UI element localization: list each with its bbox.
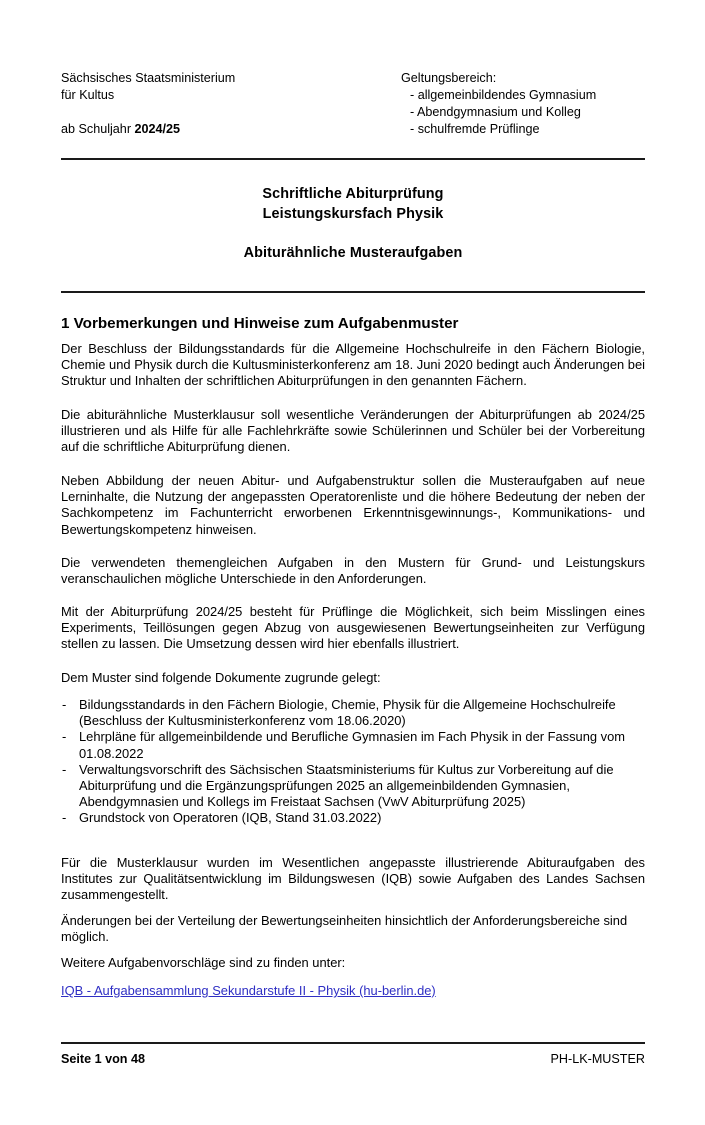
iqb-task-collection-link[interactable]: IQB - Aufgabensammlung Sekundarstufe II - Physik (hu-berlin.de)	[61, 983, 436, 998]
page-number: Seite 1 von 48	[61, 1052, 145, 1066]
list-dash: -	[62, 761, 67, 777]
document-code: PH-LK-MUSTER	[550, 1052, 645, 1066]
paragraph: Weitere Aufgabenvorschläge sind zu finden unter:	[61, 955, 346, 970]
document-title-block	[61, 184, 645, 263]
list-item-text: Bildungsstandards in den Fächern Biologie, Chemie, Physik für die Allgemeine Hochschulreife (Beschluss der Kultusministerkonferenz vom 18.06.2020)	[79, 697, 616, 729]
school-year	[61, 121, 401, 138]
list-dash: -	[62, 810, 67, 826]
list-item-text: Grundstock von Operatoren (IQB, Stand 31.03.2022)	[79, 810, 382, 826]
paragraph: Neben Abbildung der neuen Abitur- und Aufgabenstruktur sollen die Musteraufgaben auf neue Lerninhalte, die Nutzung der angepassten Operatorenliste und die höhere Bedeutung der neben der Sachkompetenz im Fachunterricht erworbenen Erkenntnisgewinnungs-, Kommunikations- und Bewertungskompetenz hinweisen.	[61, 473, 645, 537]
list-item	[61, 697, 645, 729]
school-year-prefix: ab Schuljahr	[61, 122, 135, 136]
header-spacer	[61, 104, 401, 121]
document-footer	[61, 1051, 645, 1067]
list-item	[61, 762, 645, 811]
list-item-text: Verwaltungsvorschrift des Sächsischen Staatsministeriums für Kultus zur Vorbereitung auf die Abiturprüfung und die Ergänzungsprüfungen 2025 an allgemeinbildenden Gymnasien, Abendgymnasien und Kollegs im Freistaat Sachsen (VwV Abiturprüfung 2025)	[79, 761, 614, 810]
document-reference-list	[61, 697, 645, 827]
paragraph: Der Beschluss der Bildungsstandards für die Allgemeine Hochschulreife in den Fächern Biologie, Chemie und Physik durch die Kultusministerkonferenz am 18. Juni 2020 bedingt auch Änderungen bei Struktur und Inhalten der schriftlichen Abiturprüfungen in den genannten Fächern.	[61, 341, 645, 389]
title-divider	[61, 291, 645, 293]
list-dash: -	[62, 697, 67, 712]
paragraph-list-intro: Dem Muster sind folgende Dokumente zugrunde gelegt:	[61, 670, 381, 685]
header-divider	[61, 158, 645, 160]
paragraph: Die verwendeten themengleichen Aufgaben in den Mustern für Grund- und Leistungskurs veranschaulichen mögliche Unterschiede in den Anforderungen.	[61, 555, 645, 587]
ministry-line-2: für Kultus	[61, 88, 115, 102]
ministry-block	[61, 70, 401, 138]
list-dash: -	[62, 729, 67, 745]
link-block	[61, 983, 645, 999]
scope-title: Geltungsbereich:	[401, 71, 497, 85]
paragraph: Die abiturähnliche Musterklausur soll wesentliche Veränderungen der Abiturprüfungen ab 2024/25 illustrieren und als Hilfe für alle Fachlehrkräfte sowie Schülerinnen und Schüler bei der Vorbereitung auf die schriftliche Abiturprüfung dienen.	[61, 407, 645, 455]
scope-item: - Abendgymnasium und Kolleg	[410, 105, 581, 119]
title-line-2: Leistungskursfach Physik	[262, 206, 444, 222]
scope-item: - schulfremde Prüflinge	[410, 122, 540, 136]
paragraph: Änderungen bei der Verteilung der Bewertungseinheiten hinsichtlich der Anforderungsbereiche sind möglich.	[61, 913, 628, 945]
list-item-text: Lehrpläne für allgemeinbildende und Berufliche Gymnasien im Fach Physik in der Fassung vom 01.08.2022	[79, 729, 625, 761]
title-gap	[61, 224, 645, 243]
title-line-3: Abiturähnliche Musteraufgaben	[243, 245, 463, 261]
list-item	[61, 729, 645, 761]
paragraph: Für die Musterklausur wurden im Wesentlichen angepasste illustrierende Abituraufgaben des Institutes zur Qualitätsentwicklung im Bildungswesen (IQB) sowie Aufgaben des Landes Sachsen zusammengestellt.	[61, 855, 645, 903]
list-item	[61, 810, 645, 826]
scope-block	[401, 70, 645, 138]
scope-item: - allgemeinbildendes Gymnasium	[410, 88, 597, 102]
footer-divider	[61, 1042, 645, 1044]
title-line-1: Schriftliche Abiturprüfung	[262, 186, 444, 202]
ministry-line-1: Sächsisches Staatsministerium	[61, 71, 236, 85]
paragraph: Mit der Abiturprüfung 2024/25 besteht für Prüflinge die Möglichkeit, sich beim Misslingen eines Experiments, Teillösungen gegen Abzug von ausgewiesenen Bewertungseinheiten zur Verfügung stellen zu lassen. Die Umsetzung dessen wird hier ebenfalls illustriert.	[61, 604, 645, 652]
section-heading: 1 Vorbemerkungen und Hinweise zum Aufgabenmuster	[61, 315, 459, 332]
school-year-value: 2024/25	[134, 122, 181, 136]
document-header	[61, 70, 645, 142]
